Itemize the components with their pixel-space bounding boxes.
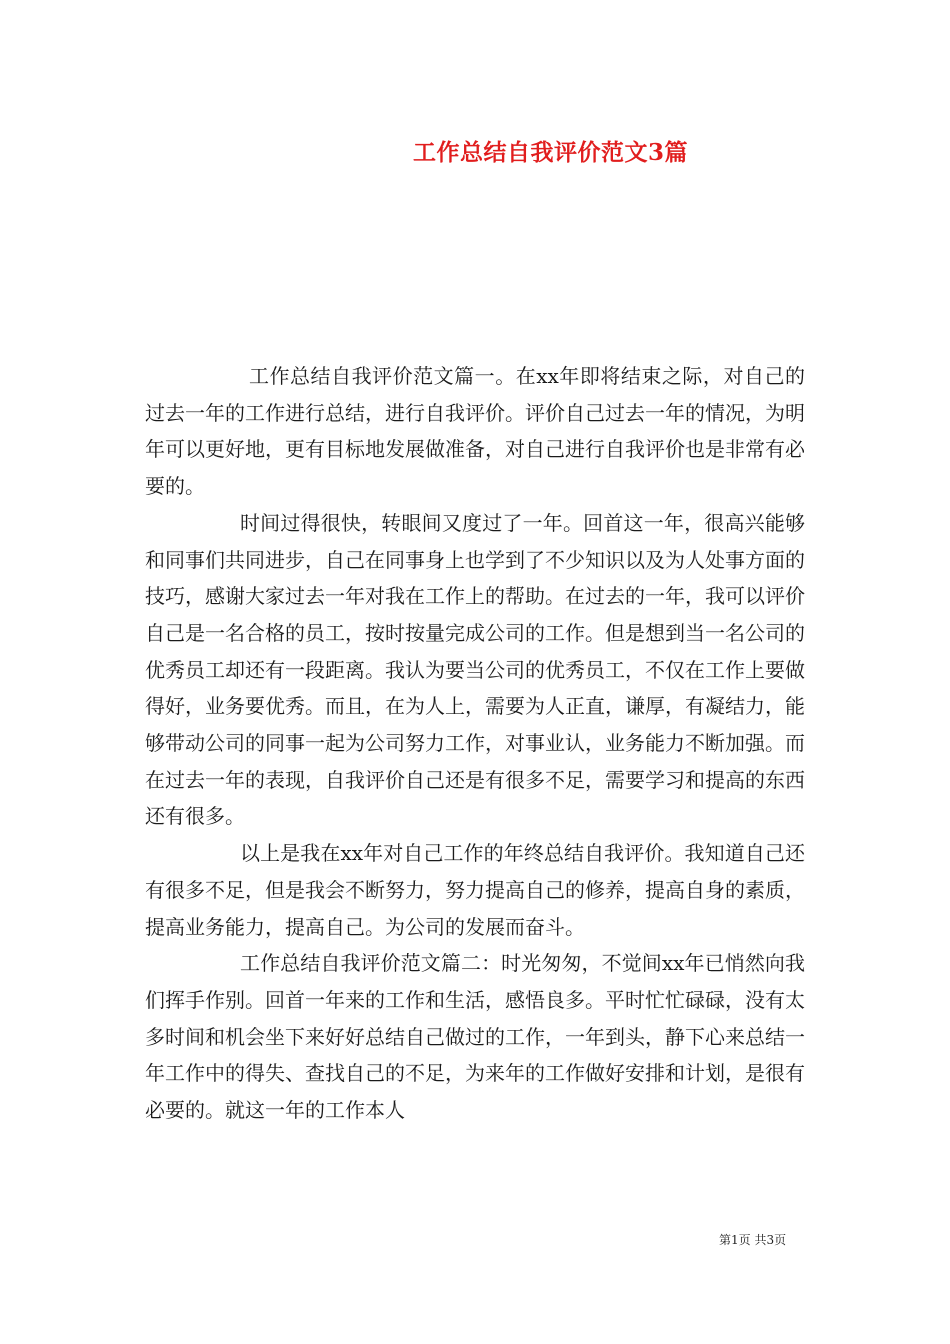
paragraph-1: 工作总结自我评价范文篇一。在xx年即将结束之际，对自己的过去一年的工作进行总结，进行自我评价。评价自己过去一年的情况，为明年可以更好地，更有目标地发展做准备，对自己进行自我评价也是非常有必要的。 [145,364,805,499]
paragraph-4: 工作总结自我评价范文篇二：时光匆匆，不觉间xx年已悄然向我们挥手作别。回首一年来的工作和生活，感悟良多。平时忙忙碌碌，没有太多时间和机会坐下来好好总结自己做过的工作，一年到头，静下心来总结一年工作中的得失、查找自己的不足，为来年的工作做好安排和计划，是很有必要的。就这一年的工作本人 [145,951,805,1123]
page-title: 工作总结自我评价范文3篇 [413,139,689,166]
document-body [145,358,805,1129]
paragraph-2: 时间过得很快，转眼间又度过了一年。回首这一年，很高兴能够和同事们共同进步，自己在同事身上也学到了不少知识以及为人处事方面的技巧，感谢大家过去一年对我在工作上的帮助。在过去的一年，我可以评价自己是一名合格的员工，按时按量完成公司的工作。但是想到当一名公司的优秀员工却还有一段距离。我认为要当公司的优秀员工，不仅在工作上要做得好，业务要优秀。而且，在为人上，需要为人正直，谦厚，有凝结力，能够带动公司的同事一起为公司努力工作，对事业认，业务能力不断加强。而在过去一年的表现，自我评价自己还是有很多不足，需要学习和提高的东西还有很多。 [145,510,805,829]
page-number-footer: 第1页 共3页 [719,1233,787,1247]
paragraph-3: 以上是我在xx年对自己工作的年终总结自我评价。我知道自己还有很多不足，但是我会不断努力，努力提高自己的修养，提高自身的素质，提高业务能力，提高自己。为公司的发展而奋斗。 [145,841,805,939]
